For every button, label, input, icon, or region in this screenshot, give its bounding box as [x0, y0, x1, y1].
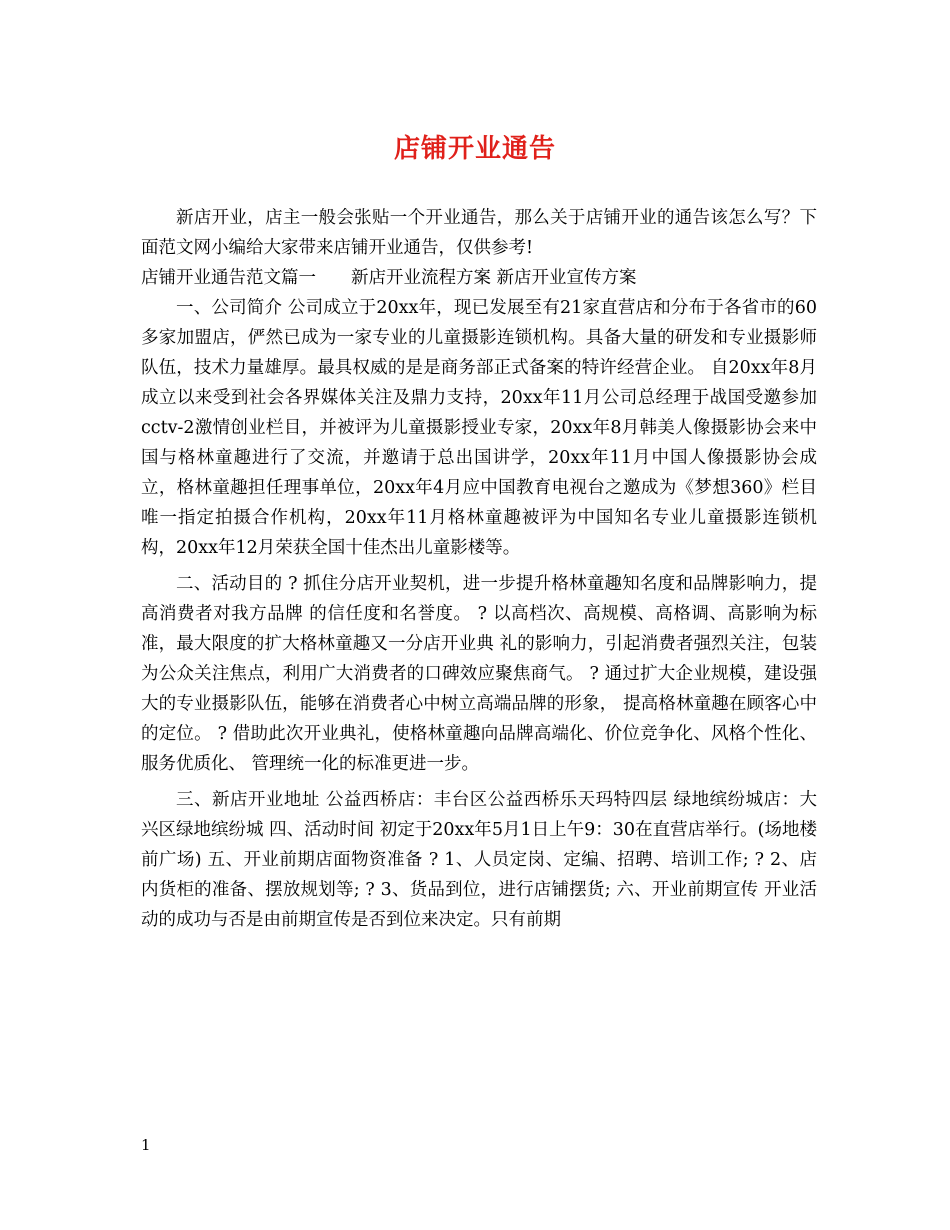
intro-paragraph: 新店开业，店主一般会张贴一个开业通告，那么关于店铺开业的通告该怎么写？下面范文网小编给大家带来店铺开业通告，仅供参考!	[141, 208, 817, 258]
paragraph-company-intro: 一、公司简介 公司成立于20xx年，现已发展至有21家直营店和分布于各省市的60多家加盟店，俨然已成为一家专业的儿童摄影连锁机构。具备大量的研发和专业摄影师队伍，技术力量雄厚。最具权威的是是商务部正式备案的特许经营企业。 自20xx年8月成立以来受到社会各界媒体关注及鼎力支持，20xx年11月公司总经理于战国受邀参加cctv-2激情创业栏目，并被评为儿童摄影授业专家，20xx年8月韩美人像摄影协会来中国与格林童趣进行了交流，并邀请于总出国讲学，20xx年11月中国人像摄影协会成立，格林童趣担任理事单位，20xx年4月应中国教育电视台之邀成为《梦想360》栏目唯一指定拍摄合作机构，20xx年11月格林童趣被评为中国知名专业儿童摄影连锁机构，20xx年12月荣获全国十佳杰出儿童影楼等。	[141, 298, 817, 558]
document-body	[141, 203, 817, 935]
paragraph-store-details: 三、新店开业地址 公益西桥店：丰台区公益西桥乐天玛特四层 绿地缤纷城店：大兴区绿地缤纷城 四、活动时间 初定于20xx年5月1日上午9：30在直营店举行。(场地楼前广场) 五、开业前期店面物资准备 ? 1、人员定岗、定编、招聘、培训工作; ? 2、店内货柜的准备、摆放规划等; ? 3、货品到位，进行店铺摆货; 六、开业前期宣传 开业活动的成功与否是由前期宣传是否到位来决定。只有前期	[141, 790, 817, 930]
page-number: 1	[141, 1136, 151, 1154]
section-subheading: 店铺开业通告范文篇一 新店开业流程方案 新店开业宣传方案	[141, 268, 637, 288]
paragraph-activity-purpose: 二、活动目的 ? 抓住分店开业契机，进一步提升格林童趣知名度和品牌影响力，提高消费者对我方品牌 的信任度和名誉度。 ? 以高档次、高规模、高格调、高影响为标准，最大限度的扩大格林童趣又一分店开业典 礼的影响力，引起消费者强烈关注，包装为公众关注焦点，利用广大消费者的口碑效应聚焦商气。 ? 通过扩大企业规模，建设强大的专业摄影队伍，能够在消费者心中树立高端品牌的形象， 提高格林童趣在顾客心中的定位。 ? 借助此次开业典礼，使格林童趣向品牌高端化、价位竞争化、风格个性化、服务优质化、 管理统一化的标准更进一步。	[141, 574, 817, 774]
document-title: 店铺开业通告	[393, 134, 556, 164]
